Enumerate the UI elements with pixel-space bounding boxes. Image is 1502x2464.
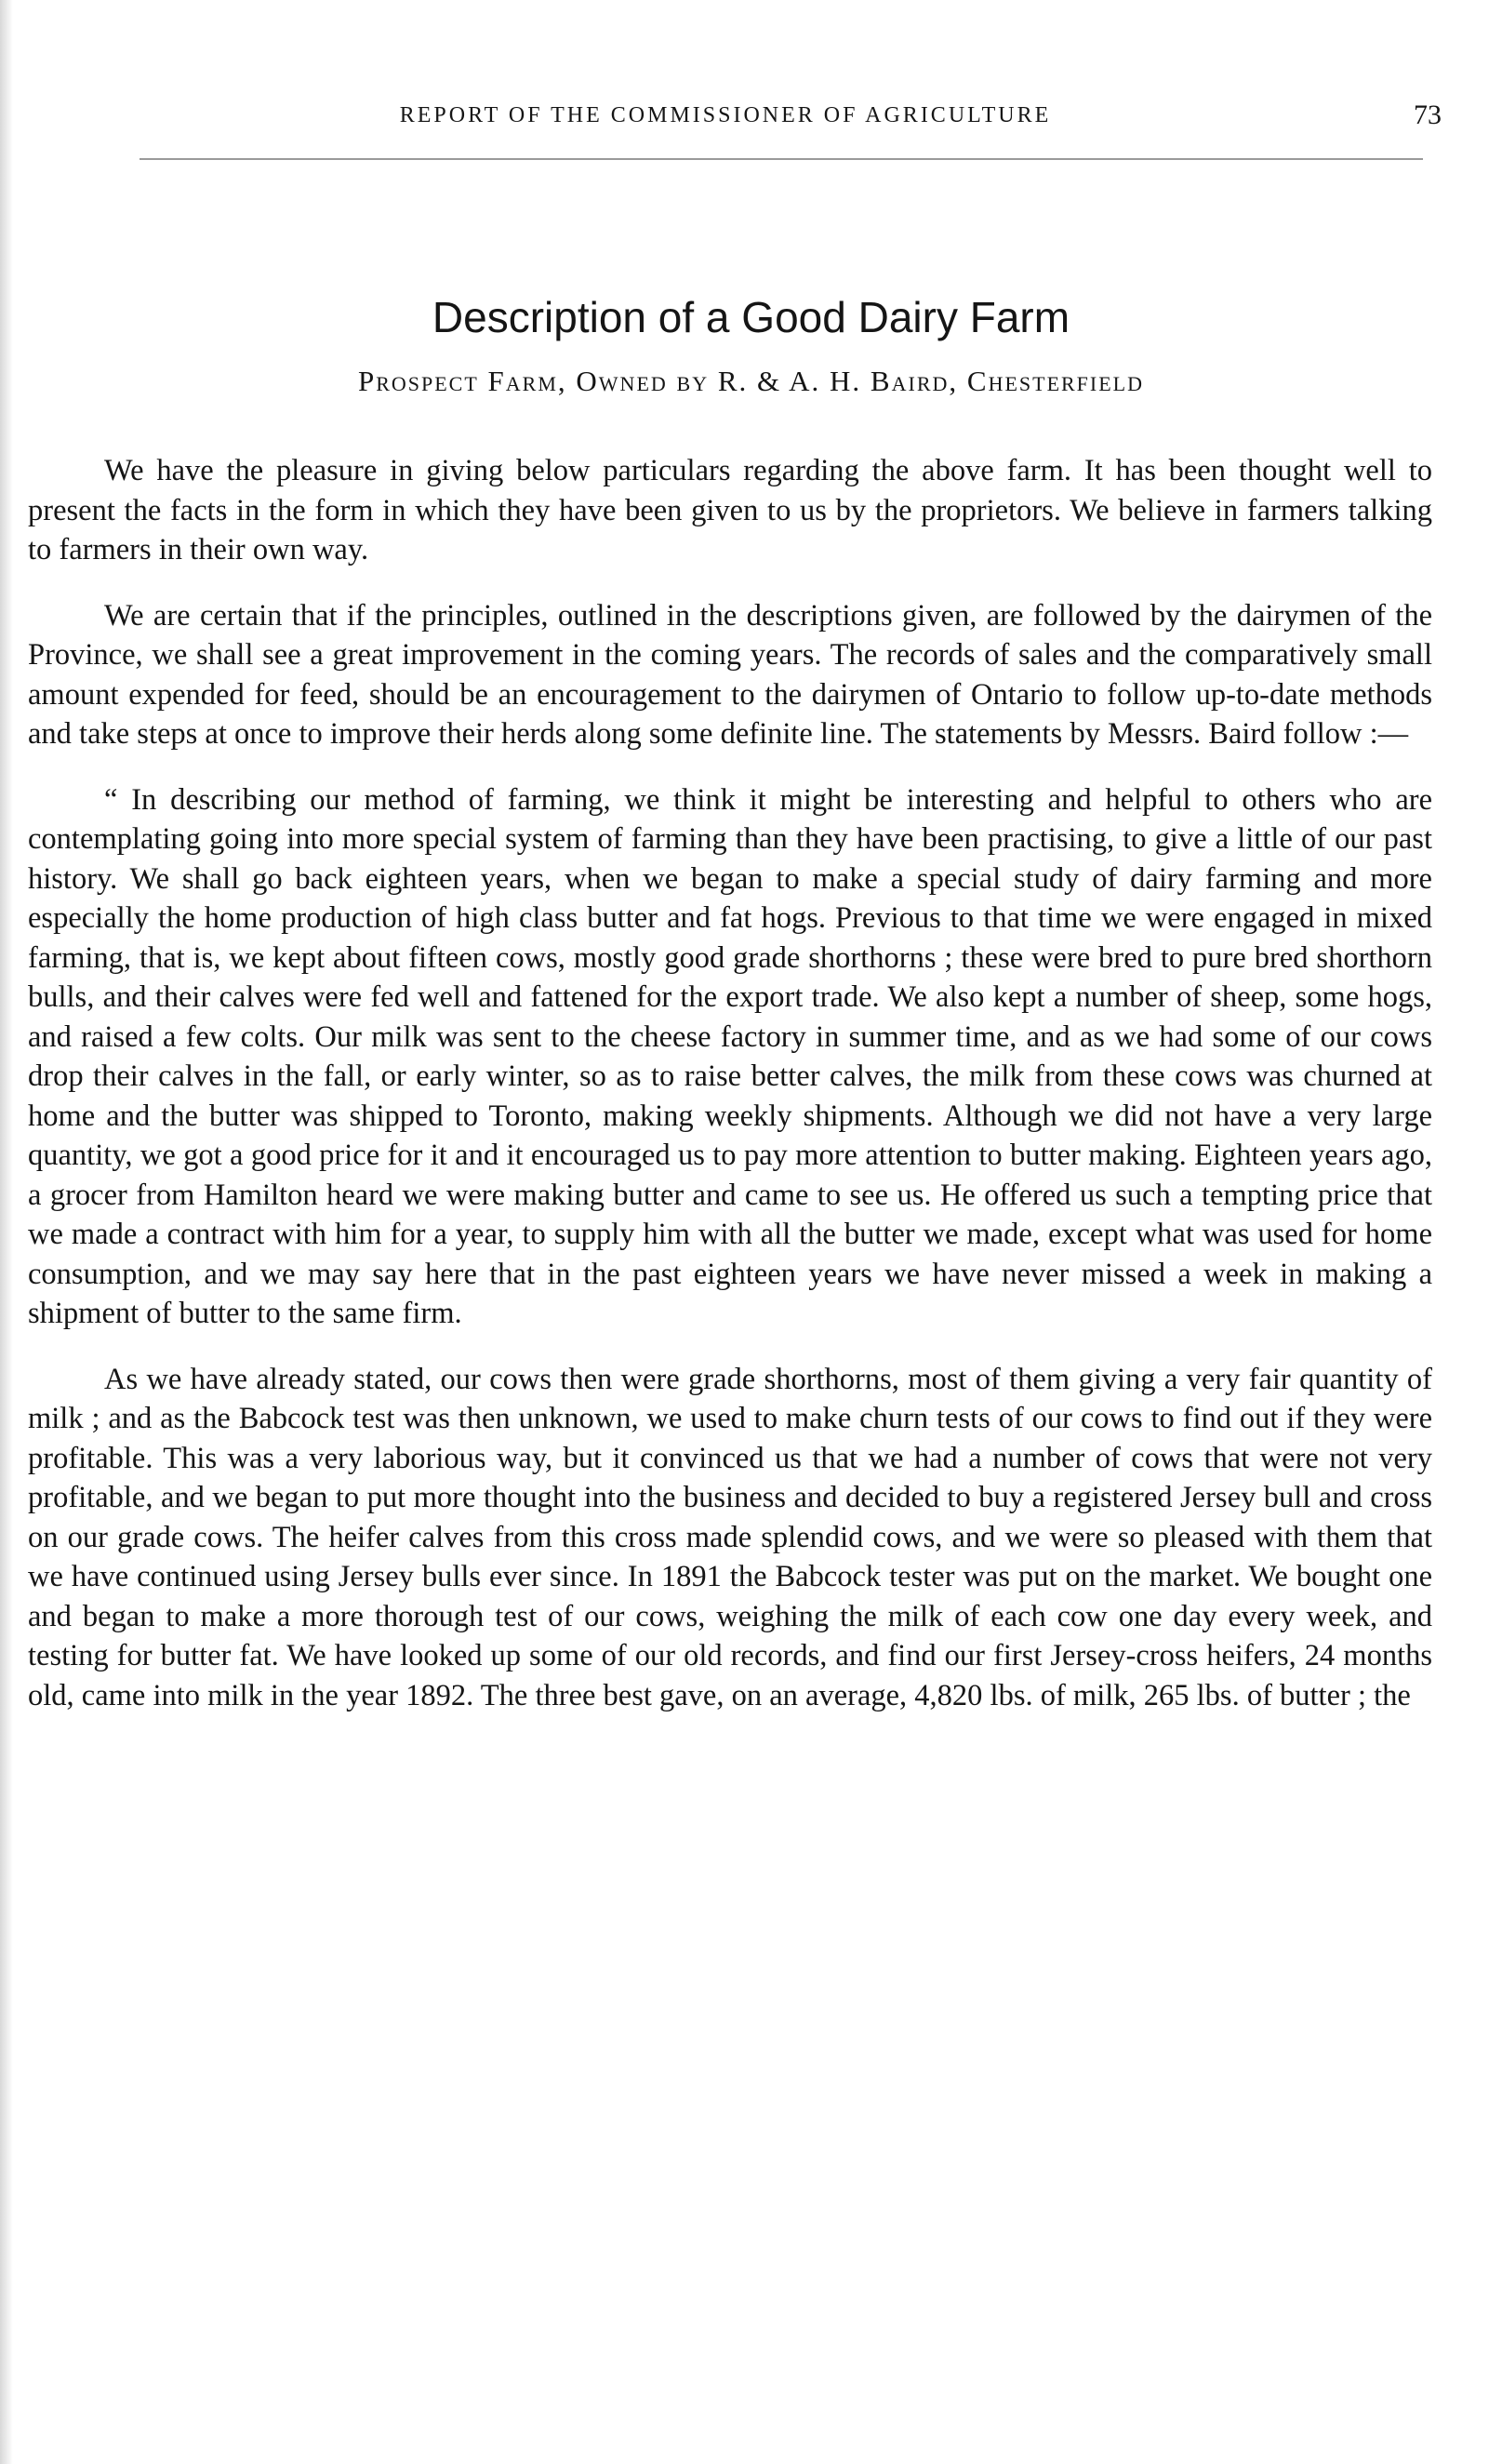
article-title: Description of a Good Dairy Farm	[432, 292, 1070, 341]
header-rule	[140, 158, 1423, 160]
paragraph: As we have already stated, our cows then were grade shorthorns, most of them giving a very fair quantity of milk ; and as the Babcock test was then unknown, we used to make churn tests of our cows to find out if they were profitable. This was a very laborious way, but it convinced us that we had a number of cows that were not very profitable, and we began to put more thought into the business and decided to buy a registered Jersey bull and cross on our grade cows. The heifer calves from this cross made splendid cows, and we were so pleased with them that we have continued using Jersey bulls ever since. In 1891 the Babcock tester was put on the market. We bought one and began to make a more thorough test of our cows, weighing the milk of each cow one day every week, and testing for butter fat. We have looked up some of our old records, and find our first Jersey-cross heifers, 24 months old, came into milk in the year 1892. The three best gave, on an average, 4,820 lbs. of milk, 265 lbs. of butter ; the	[28, 1362, 1432, 1712]
page-number: 73	[1414, 100, 1442, 130]
article-body	[28, 451, 1432, 1715]
paragraph: We have the pleasure in giving below particulars regarding the above farm. It has been thought well to present the facts in the form in which they have been given to us by the proprietors. We believe in farmers talking to farmers in their own way.	[28, 454, 1432, 566]
paragraph: We are certain that if the principles, outlined in the descriptions given, are followed by the dairymen of the Province, we shall see a great improvement in the coming years. The records of sales and the comparatively small amount expended for feed, should be an encouragement to the dairymen of Ontario to follow up-to-date methods and take steps at once to improve their herds along some definite line. The statements by Messrs. Baird follow :—	[28, 598, 1432, 751]
article-subtitle: Prospect Farm, Owned by R. & A. H. Baird, Chesterfield	[357, 365, 1145, 397]
running-header	[0, 97, 1502, 134]
running-title: REPORT OF THE COMMISSIONER OF AGRICULTURE	[399, 103, 1052, 127]
paragraph: “ In describing our method of farming, we think it might be interesting and helpful to others who are contemplating going into more special system of farming than they have been practising, to give a little of our past history. We shall go back eighteen years, when we began to make a special study of dairy farming and more especially the home production of high class butter and fat hogs. Previous to that time we were engaged in mixed farming, that is, we kept about fifteen cows, mostly good grade shorthorns ; these were bred to pure bred shorthorn bulls, and their calves were fed well and fattened for the export trade. We also kept a number of sheep, some hogs, and raised a few colts. Our milk was sent to the cheese factory in summer time, and as we had some of our cows drop their calves in the fall, or early winter, so as to raise better calves, the milk from these cows was churned at home and the butter was shipped to Toronto, making weekly shipments. Although we did not have a very large quantity, we got a good price for it and it encouraged us to pay more attention to butter making. Eighteen years ago, a grocer from Hamilton heard we were making butter and came to see us. He offered us such a tempting price that we made a contract with him for a year, to supply him with all the butter we made, except what was used for home consumption, and we may say here that in the past eighteen years we have never missed a week in making a shipment of butter to the same firm.	[28, 782, 1432, 1330]
